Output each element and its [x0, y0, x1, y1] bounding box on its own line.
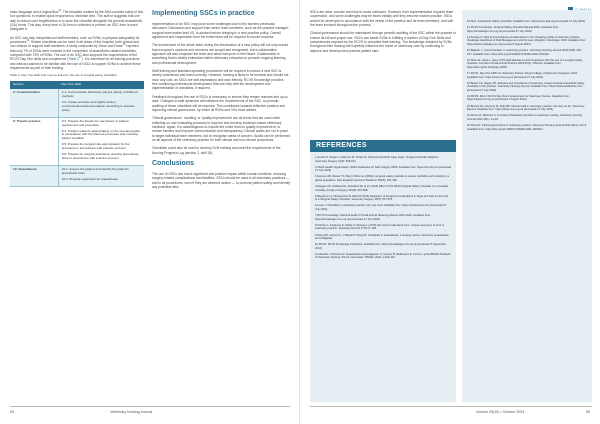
references-heading: REFERENCES	[310, 140, 456, 152]
skill-item: 8.5: Prepare the surgical site appropriately for the procedure in accordance with practice protocol	[61, 142, 130, 151]
table-row	[10, 165, 144, 186]
implementation-paragraph: The involvement of the whole team during the introduction of a new policy will not only ensure that everyone's opinions and concerns are sought and recognised, but a collaborative approach will also empower the team and allow everyone to feel heard. Collaboration is something that is widely embedded within veterinary education to promote ongoing learning and professional development.	[152, 43, 289, 65]
table-header-skill: Day One skills	[58, 81, 144, 89]
reference-item: 13 RCVS Knowledge. Surgical Safety Checklist Manual 2023. Available from: https://knowledge.rcvs.org.uk [Accessed 27 July 2024]	[467, 26, 559, 33]
skill-item: 2.2: Create accurate and legible written communications/documentation according to practice policy	[61, 99, 135, 112]
table-header-section: Section	[10, 81, 58, 89]
implementation-paragraph: 'Clinical governance', 'auditing' or 'quality improvement' are all terms that are used when reflecting on and evaluating protocols to improve and develop evidence-based veterinary medicine. Again, it is advantageous to include the entire team in quality improvement, to reduce barriers and improve communication and transparency. Clinical audits are not in place to target individual team members, but to recognise areas of concern. Audits can be performed on all aspects of the veterinary practice for both clinical and non-clinical procedures.	[152, 116, 290, 142]
heading-implementing: Implementing SSCs in practice	[152, 10, 255, 17]
reference-item: 9 Pang DS, Iannuzzi L, Thibault P, Wong M. Checklists in anaesthesia: a scoping review. Veterinary Anaesthesia and Analgesia.	[315, 233, 449, 241]
intro-paragraph-2: An SSC can help inexperienced staff members, such as SVNs, to prepare adequately for procedures$^{16}$. Similar checklists can be used in all areas of the hospital, both clinical and non-clinical, to support staff members. A study conducted by Dixon and Howe$^{16}$ reported that only 7% of SVNs were involved in the completion of anaesthetic-related checklists, compared with 73% of RVNs. The use of an SSC also supports the requirements of the RCVS Day One skills and competence (Table $2^{17}$). It is beneficial for all training practices and clinical coaches to be familiar with the use of SSCs to support SVNs to achieve these requirements as part of their training.	[10, 35, 141, 71]
reference-item: 17 RCVS. Day One Skills for Veterinary Nurses. Royal College of Veterinary Surgeons; 2024. Available from: https://www.rcvs.org.uk [Accessed 27 July 2024]	[467, 71, 578, 79]
skill-item: 8.8: Prepare for surgical assistance wearing appropriate attire in accordance with practice protocol	[61, 152, 139, 160]
reference-item: 3 Haynes AB, Weiser TG, Berry WR et al. (2009) A surgical safety checklist to reduce morbidity and mortality in a global population. New England Journal of Medicine 360(5): 491-499.	[315, 175, 450, 182]
footer-divider	[10, 406, 290, 407]
reference-item: 8 Oxtoby C, Ferguson E, White K, Mossop L (2015) We need to talk about error: causes and types of error in veterinary practice. Veterinary Record 177(17): 438.	[315, 223, 445, 231]
table-section-cell: 8: Theatre practice	[10, 117, 58, 165]
footer-divider-right	[310, 406, 592, 407]
body-paragraph: SSCs are clear, concise and help to avoid confusion. However, their implementation requires team cooperation, and some challenges may be faced initially until they become routine practice. SSCs should be developed in accordance with the needs of the practice and its team members, and with the team involved throughout the process.	[310, 10, 454, 28]
reference-item: 11 Mansell J, Pluimers R. Anaesthesia and analgesia. In: Cooper B, Mullineaux E, Turner L (eds) BSAVA Textbook of Veterinary Nursing. 5th ed. Gloucester: BSAVA; 2020. p.433-442.	[315, 252, 451, 260]
body-paragraph: Clinical governance should be maintained through periodic auditing of the SSC within the practice to ensure its full and proper use. SSCs can assist SVNs in fulfilling a number of Day One Skills and competencies required by the RCVS to complete their training. The knowledge obtained by SVNs throughout their training will hopefully influence the future of veterinary care by continuing to improve and develop best practice patient care.	[310, 31, 456, 53]
reference-item: 19 RCVS. Part 4: RCVS Day One Competences for Veterinary Nurses. Available from: https://www.rcvs.org.uk [Accessed 1 August 2024]	[467, 94, 570, 102]
implementation-paragraph: Implementation of an SSC may pose some challenges due to the barriers previously discussed. Discussion and support from senior team members, such as the practice manager, surgical team leader lead VS, is advised before bringing in a new practice policy. Overall agreement and cooperation from the entire team will be required to ensure success.	[152, 22, 289, 40]
skill-item: 8.4: Position patients appropriately on the operating table in accordance with the planned procedure and ensuring patient condition	[61, 128, 140, 141]
skill-item: 10.2: Prepare equipment for anaesthesia	[61, 176, 118, 181]
reference-item: 1 Gruber P, Sosari J, Mokrovic M, Peretz M, Hohneck M (2012) Case study: Surgical Checklist Adoption. Veterinary Surgery 41(5): 509-514.	[315, 156, 440, 163]
reference-item: 16 Dixon E, Howe L. Have SVN staff attitudes to and compliance with the use of a surgical safety checklist. Journal of Small Animal Practice 2024;61(4): 239-244. Available from: https://doi.org/10.1111/jsap.13253	[467, 58, 583, 69]
reference-item: 10 RCVS. RCVS Knowledge Checklists. Available from: https://knowledge.rcvs.org.uk [Accessed 5 September 2024]	[315, 243, 447, 250]
table-row	[10, 89, 144, 117]
skill-item: 10.1: Assess the patient and identify the patient's anaesthetic risks	[61, 166, 129, 175]
reference-item: 12 AHA. Anaesthetic Safety Checklist. Available from: https://www.aha.org [Accessed 27 July 2024]	[467, 20, 585, 23]
volume-info: Volume 39(10) • October 2024	[476, 410, 525, 414]
reference-item: 4 Haugen AS, Softeland E, Almeland SK et al. (2015) Effect of the WHO Surgical Safety Checklist on in-hospital mortality. Annals of Surgery 261(5): 821-828.	[315, 185, 448, 192]
journal-name: Veterinary Nursing Journal	[110, 410, 153, 414]
reference-item: 18 Bower TE, Hague TD. Attitudes and compliance of veterinary nurses towards anaesthetic safety checklists in UK practice. Veterinary Nursing Journal. Available from: https://www.tandfonline.com [Accessed 27 July 2024]	[467, 81, 585, 92]
table-skills-cell	[58, 89, 144, 117]
reference-item: 20 Brooks AG, Sommer M, Kelly BP. Clinical audit in veterinary practice: the story so far. Veterinary Record. Available from: https://www.rcvs.org.uk [Accessed 27 July 2024]	[467, 104, 585, 112]
heading-conclusions: Conclusions	[152, 159, 195, 167]
right-column-1	[310, 10, 456, 57]
page-number-left: 54	[10, 410, 14, 414]
reference-item: 6 Lowe J. Checklists in veterinary practice: why use one? Available from: https://www.bsava.com [Accessed 27 July 2024]	[315, 204, 447, 211]
reference-item: 7 RCVS Knowledge. National Audit for Small Animal Neutering Report 2021-2024. Available from: https://knowledge.rcvs.org.uk [Accessed 27 July 2024]	[315, 214, 431, 221]
implementation-paragraph: Staff training and standard operating procedures will be required to ensure a new SSC is clearly understood and used correctly. However, training is likely to be minimal and should not incur any cost, as SSCs are self-explanatory and user-friendly. RCVS Knowledge provides free continuing professional development that can help with the development and implementation of checklists, if required.	[152, 69, 289, 91]
implementation-paragraph: Checklists could also be used to develop SVN training and meet the requirements of the Nursing Progress Log (section 2, skill 15).	[152, 146, 281, 155]
implementation-paragraph: Feedback throughout the use of SSCs is necessary to ensure they remain relevant and up-to-date. Changes to staff dynamics will influence the requirements of the SSC, so periodic auditing of these checklists will be required. This contributes towards reflective practice and improving clinical governance, by which all RVNs and VSs must adhere.	[152, 94, 289, 112]
conclusions-paragraph: The use of SSCs has had a significant and positive impact within human medicine, reducing surgery-related complications and fatalities. SSCs should be used in all veterinary practices — and in all procedures, even if they are deemed routine — to promote patient safety and identify any potential risks.	[152, 171, 291, 189]
left-column-2	[152, 10, 290, 193]
table-skills-cell	[58, 165, 144, 186]
table-caption: Table 2. Day One skills that may be linked to the use of surgical safety checklists	[10, 73, 117, 78]
intro-paragraph: basic language and a logical flow$^{16}$. The template created by the AHA consists solely of tick-box questions, to enable quick responses to minimise time. The author suggests that one way to reduce user forgetfulness is to store the checklist alongside the general anaesthetic (GA) forms. This way, every time a GA form is collected or printed, an SSC form is used alongside it.	[10, 8, 145, 32]
table-section-cell: 10: Anaesthesia	[10, 165, 58, 186]
reference-item: 14 Kersley D. Risk and compliance considerations in the changing profile of veterinary practice. Routledge Handbook of Risk Management and the Law. Abingdon: Routledge; 2023. Available from: https://www.routledge.com [Accessed 5 August 2024]	[467, 35, 586, 46]
references-box-continued	[462, 10, 592, 402]
reference-item: 5 Bergstrom A, Dimopoulou M, Eldh M (2016) Reduction of Surgical Complications in Dogs and Cats by the Use of a Surgical Safety Checklist. Veterinary Surgery 45(5): 571-576.	[315, 194, 449, 202]
references-list-continued	[467, 20, 587, 131]
reference-item: 21 Dunne R, Morrison S. A review of feedback practices in veterinary nursing. Veterinary Nursing Journal 2021;36(1): 14-19.	[467, 114, 583, 121]
table-section-cell: 2: Communication	[10, 89, 58, 117]
table-skills-cell	[58, 117, 144, 165]
right-page	[300, 0, 600, 424]
reference-item: 2 World Health Organization. WHO Guidelines for Safe Surgery 2009. Available from: https://iris.who.int [Accessed 27 July 2024]	[315, 165, 451, 173]
references-box	[310, 140, 456, 402]
table-row	[10, 117, 144, 165]
skill-item: 2.1: Communicate effectively using a variety of different methods	[61, 90, 138, 99]
reference-item: 22 Wood R. Clinical governance in veterinary practice. Veterinary Nursing Journal 2021;36(1): 10-13. Available from: https://doi.org/10.1080/17415349.2021.1900341	[467, 123, 587, 131]
day-one-skills-table	[10, 81, 144, 186]
skill-item: 8.3: Prepare the theatre for use based on patient, requirement and procedure	[61, 118, 130, 127]
reference-item: 15 Baldwin L. Communication in veterinary practice. Veterinary Nursing Journal 2020;35(8): 225-227. Available from: https://doi.org/10.1080/17415349.2020.1791304	[467, 49, 582, 56]
page-number-right: 55	[586, 410, 590, 414]
references-list	[310, 152, 456, 267]
left-column-1	[10, 10, 144, 187]
